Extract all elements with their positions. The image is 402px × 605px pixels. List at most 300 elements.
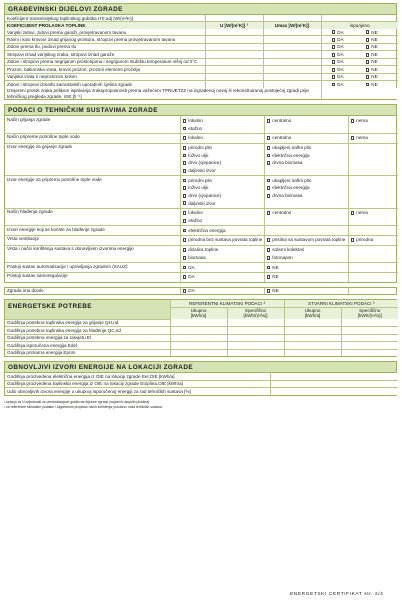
energy-need-label: Godišnja isporučena energija Edel	[5, 342, 170, 349]
system-option[interactable]	[267, 192, 346, 200]
checkbox[interactable]	[267, 146, 271, 150]
total-label: Ukupno	[304, 308, 321, 314]
checkbox[interactable]	[267, 238, 271, 242]
energy-value-field[interactable]	[227, 342, 284, 349]
checkbox[interactable]	[267, 211, 271, 215]
option-label: DA	[337, 59, 344, 65]
system-option[interactable]	[183, 167, 262, 175]
renewable-row	[5, 388, 398, 395]
elevator-no-option[interactable]: NE	[264, 288, 348, 294]
energy-value-field[interactable]	[341, 327, 398, 334]
checkbox[interactable]	[267, 136, 271, 140]
fulfilled-ne-option[interactable]	[358, 30, 392, 35]
checkbox[interactable]	[267, 119, 271, 123]
option-label: NE	[371, 81, 378, 87]
option-label: drvo (cjepanice)	[188, 160, 221, 166]
system-option[interactable]	[183, 152, 262, 160]
checkbox[interactable]	[183, 136, 187, 140]
option-label: dizalica topline	[188, 247, 219, 253]
option-label: fotonapon	[272, 254, 293, 260]
system-option[interactable]	[183, 125, 262, 133]
fulfilled-options	[321, 43, 398, 50]
element-label: Zidovi i stropovi između samostalnih uporabnih cjelina zgrade	[5, 81, 205, 88]
option-cell	[180, 263, 264, 273]
system-option[interactable]	[267, 264, 346, 272]
element-label: Vanjska vrata s neprozirnim krilom	[5, 73, 205, 80]
system-option[interactable]	[183, 177, 262, 185]
checkbox[interactable]	[332, 38, 336, 42]
umax-value-field[interactable]	[263, 81, 321, 88]
certificate-page	[4, 3, 397, 410]
option-label: daljinski izvor	[188, 200, 216, 206]
energy-need-label: Godišnja potrebna energija za rasvjetu El	[5, 334, 170, 341]
unit-label: [kWh/(m²a)]	[243, 313, 268, 319]
building-element-row	[5, 36, 398, 43]
renewable-value-field[interactable]	[270, 373, 398, 380]
umax-value-field[interactable]	[263, 36, 321, 43]
option-label: loživo ulje	[188, 152, 209, 158]
element-label: Zidovi i stropovi prema negrijanim prostorijama i negrijanom stubištu temperature višoj od 0°C	[5, 58, 205, 65]
fulfilled-da-option[interactable]	[324, 67, 358, 72]
umax-value-field[interactable]	[263, 73, 321, 80]
building-element-row	[5, 66, 398, 73]
section-title: PODACI O TEHNIČKIM SUSTAVIMA ZGRADE	[5, 105, 396, 116]
section-title: OBNOVLJIVI IZVORI ENERGIJE NA LOKACIJI ZGRADE	[5, 362, 396, 373]
checkbox[interactable]	[332, 83, 336, 87]
system-option[interactable]	[267, 273, 346, 281]
system-row	[5, 226, 398, 236]
checkbox[interactable]	[183, 266, 187, 270]
checkbox[interactable]	[183, 154, 187, 158]
checkbox[interactable]	[183, 201, 187, 205]
checkbox[interactable]	[267, 154, 271, 158]
checkbox[interactable]	[267, 194, 271, 198]
energy-value-field[interactable]	[227, 327, 284, 334]
energy-value-field[interactable]	[284, 334, 341, 341]
option-label: nema	[356, 118, 368, 124]
system-row	[5, 272, 398, 281]
checkbox[interactable]	[267, 275, 271, 279]
option-label: NE	[371, 29, 378, 35]
option-label: NE	[272, 274, 279, 280]
option-label: solarni kolektori	[272, 247, 305, 253]
system-option[interactable]	[267, 159, 346, 167]
system-option[interactable]	[183, 134, 262, 142]
u-value-field[interactable]	[205, 51, 263, 58]
option-label: NE	[371, 51, 378, 57]
transmission-coef-value[interactable]	[205, 15, 263, 22]
energy-value-field[interactable]	[170, 334, 227, 341]
option-label: loživo ulje	[188, 185, 209, 191]
option-label: lokalno	[188, 135, 203, 141]
specific-label: Specifično	[244, 308, 267, 314]
system-option[interactable]	[267, 254, 346, 262]
option-cell	[264, 143, 348, 176]
building-element-row	[5, 81, 398, 88]
checkbox[interactable]	[366, 68, 370, 72]
checkbox[interactable]	[332, 60, 336, 64]
system-option[interactable]	[267, 177, 346, 185]
system-row	[5, 143, 398, 176]
unit-label: [kWh/a]	[190, 313, 207, 319]
u-value-field[interactable]	[205, 43, 263, 50]
energy-value-field[interactable]	[341, 334, 398, 341]
option-label: električna energija	[188, 227, 226, 233]
option-label: ukapljeni naftni plin	[272, 145, 312, 151]
u-column-header: U [W/(m²K)] ²	[205, 22, 263, 29]
u-value-field[interactable]	[205, 36, 263, 43]
system-option[interactable]	[183, 236, 262, 244]
system-option[interactable]	[351, 117, 397, 125]
system-option[interactable]	[183, 144, 262, 152]
option-label: NE	[371, 44, 378, 50]
option-label: centralno	[272, 135, 292, 141]
system-option[interactable]	[183, 117, 262, 125]
system-label: Način grijanja zgrade	[5, 116, 180, 133]
option-label: NE	[272, 264, 279, 270]
system-option[interactable]	[183, 200, 262, 208]
checkbox[interactable]	[183, 219, 187, 223]
option-label: DA	[188, 264, 195, 270]
umax-value-field[interactable]	[263, 66, 321, 73]
system-option[interactable]	[183, 217, 262, 225]
system-option[interactable]	[267, 152, 346, 160]
checkbox[interactable]	[183, 248, 187, 252]
checkbox[interactable]	[267, 256, 271, 260]
fulfilled-ne-option[interactable]	[358, 74, 392, 79]
system-option[interactable]	[267, 246, 346, 254]
umax-column-header: Umax [W/(m²K)]	[263, 22, 321, 29]
system-label: Izvor energije za pripremu potrošne tople vode	[5, 176, 180, 209]
option-label: drvna biomasa	[272, 192, 303, 198]
element-label: Zidovi prema tlu, podovi prema tlu	[5, 43, 205, 50]
system-option[interactable]	[183, 184, 262, 192]
checkbox[interactable]	[332, 45, 336, 49]
checkbox[interactable]	[267, 248, 271, 252]
option-label: daljinski izvor	[188, 167, 216, 173]
option-cell	[180, 245, 264, 262]
energy-value-field[interactable]	[170, 327, 227, 334]
building-element-row	[5, 58, 398, 65]
renewable-value-field[interactable]	[270, 388, 398, 395]
system-row	[5, 133, 398, 143]
option-cell	[180, 235, 264, 245]
renewable-row	[5, 380, 398, 387]
option-label: DA	[337, 37, 344, 42]
system-option[interactable]	[267, 184, 346, 192]
system-option[interactable]	[351, 236, 397, 244]
energy-value-field[interactable]	[170, 342, 227, 349]
energy-value-field[interactable]	[341, 342, 398, 349]
checkbox[interactable]	[183, 238, 187, 242]
system-label: Izvori energije koji se koriste za hlađenje zgrade	[5, 226, 180, 236]
option-label: centralno	[272, 210, 292, 216]
system-option[interactable]	[183, 246, 262, 254]
checkbox[interactable]	[183, 194, 187, 198]
option-label: NE	[371, 66, 378, 72]
fulfilled-da-option[interactable]	[324, 59, 358, 64]
element-label: Vanjski zidovi, zidovi prema garaži, provjetravanom tavanu	[5, 29, 205, 36]
option-label: etažno	[188, 125, 203, 131]
option-label: NE	[371, 59, 378, 65]
footnote: ² upisuju se U-vrijednosti za prevladavajuće građevne dijelove zgrade (najvećih ukupnih ploština)	[4, 399, 150, 404]
airtightness-value[interactable]	[321, 88, 398, 100]
option-cell	[264, 235, 348, 245]
element-label: Stropovi iznad vanjskog zraka, stropovi iznad garaže	[5, 51, 205, 58]
umax-value-field[interactable]	[263, 29, 321, 36]
renewable-value-field[interactable]	[270, 380, 398, 387]
option-label: NE	[371, 74, 378, 80]
fulfilled-ne-option[interactable]	[358, 67, 392, 72]
option-cell	[264, 263, 348, 273]
elevator-yes-option[interactable]: DA	[180, 288, 264, 294]
fulfilled-ne-option[interactable]	[358, 44, 392, 49]
fulfilled-ne-option[interactable]	[358, 59, 392, 64]
checkbox[interactable]	[183, 146, 187, 150]
option-label: električna energija	[272, 185, 310, 191]
option-cell	[348, 133, 398, 143]
checkbox[interactable]	[183, 127, 187, 131]
fulfilled-options	[321, 66, 398, 73]
checkbox[interactable]	[183, 186, 187, 190]
umax-value-field[interactable]	[263, 43, 321, 50]
reference-climate-header: REFERENTNI KLIMATSKI PODACI ³	[170, 300, 284, 307]
option-cell	[264, 208, 348, 225]
checkbox[interactable]	[366, 45, 370, 49]
checkbox[interactable]	[183, 289, 187, 293]
checkbox[interactable]	[351, 211, 355, 215]
page-footer: ENERGETSKI CERTIFIKAT str. 2/4	[290, 592, 384, 597]
energy-value-field[interactable]	[284, 327, 341, 334]
energy-need-label: Godišnja potrebna toplinska energija za grijanje QH,nd	[5, 319, 170, 326]
system-option[interactable]	[267, 209, 346, 217]
energy-value-field[interactable]	[284, 319, 341, 326]
checkbox[interactable]	[183, 161, 187, 165]
element-label: Prozori, balkonska vrata, krovni prozori, prozirni elementi pročelja	[5, 66, 205, 73]
energy-need-row	[5, 342, 398, 349]
option-label: prirodni plin	[188, 177, 213, 183]
fulfilled-options	[321, 73, 398, 80]
system-row	[5, 263, 398, 273]
checkbox[interactable]	[183, 179, 187, 183]
option-label: DA	[337, 44, 344, 50]
option-label: DA	[337, 66, 344, 72]
option-cell	[348, 116, 398, 133]
system-row	[5, 235, 398, 245]
real-climate-header: STVARNI KLIMATSKI PODACI ³	[284, 300, 398, 307]
renewable-label: Godišnja proizvedena toplinska energija iz OIE na lokaciji zgrade Etoplina,OIE [kWh/a]	[5, 380, 270, 387]
option-cell	[264, 133, 348, 143]
fulfilled-da-option[interactable]	[324, 74, 358, 79]
system-option[interactable]	[267, 144, 346, 152]
option-cell	[264, 245, 348, 262]
system-label: Vrsta i način korištenja sustava s obnovljivim izvorima energije	[5, 245, 180, 262]
system-option[interactable]	[183, 254, 262, 262]
option-cell	[180, 143, 264, 176]
energy-need-row	[5, 327, 398, 334]
checkbox[interactable]	[267, 161, 271, 165]
checkbox[interactable]	[183, 119, 187, 123]
system-option[interactable]	[351, 209, 397, 217]
checkbox[interactable]	[183, 275, 187, 279]
checkbox[interactable]	[351, 119, 355, 123]
building-element-row	[5, 29, 398, 36]
airtightness-label: Izmjereni protok zraka prilikom ispitivanja zrakopropusnosti prema važećem TPRUETZZ na izgrađenoj novoj ili rekonstruiranoj postojećoj zgradi prije tehničkog pregleda zgrade, n50 [h⁻¹]	[5, 88, 321, 100]
checkbox[interactable]	[366, 75, 370, 79]
checkbox[interactable]	[267, 266, 271, 270]
u-value-field[interactable]	[205, 81, 263, 88]
checkbox[interactable]	[366, 60, 370, 64]
option-label: električna energija	[272, 152, 310, 158]
checkbox[interactable]	[332, 75, 336, 79]
energy-value-field[interactable]	[170, 319, 227, 326]
energy-needs-section	[4, 299, 397, 357]
energy-need-row	[5, 334, 398, 341]
fulfilled-da-option[interactable]	[324, 44, 358, 49]
section-title: GRAĐEVINSKI DIJELOVI ZGRADE	[5, 4, 396, 15]
option-cell	[348, 272, 398, 281]
elevator-section	[4, 287, 397, 295]
system-row	[5, 245, 398, 262]
checkbox[interactable]	[332, 68, 336, 72]
option-label: DA	[337, 51, 344, 57]
system-option[interactable]	[267, 134, 346, 142]
checkbox[interactable]	[183, 211, 187, 215]
checkbox[interactable]	[267, 179, 271, 183]
checkbox[interactable]	[183, 229, 187, 233]
checkbox[interactable]	[366, 30, 370, 34]
fulfilled-options	[321, 51, 398, 58]
energy-value-field[interactable]	[284, 342, 341, 349]
system-option[interactable]	[267, 117, 346, 125]
building-element-row	[5, 73, 398, 80]
option-cell	[180, 176, 264, 209]
option-label: DA	[337, 29, 344, 35]
checkbox[interactable]	[366, 83, 370, 87]
system-label: Vrsta ventilacije	[5, 235, 180, 245]
checkbox[interactable]	[332, 30, 336, 34]
option-label: prirodna bez sustava povrata topline	[188, 237, 263, 243]
option-label: lokalno	[188, 118, 203, 124]
footnote: ³ za referentne klimatske podatke i Algoritmom propisan način korištenja prostora i rada tehničkih sustava	[4, 404, 162, 409]
system-option[interactable]	[183, 227, 262, 235]
energy-value-field[interactable]	[341, 349, 398, 356]
system-option[interactable]	[183, 264, 262, 272]
option-cell	[264, 116, 348, 133]
energy-value-field[interactable]	[227, 349, 284, 356]
specific-label: Specifično	[359, 308, 381, 314]
system-label: Način pripreme potrošne tople vode	[5, 133, 180, 143]
building-elements-section	[4, 3, 397, 100]
umax-value-field[interactable]	[263, 51, 321, 58]
option-label: biomasa	[188, 254, 206, 260]
element-label: Ravni i kosi krovovi iznad grijanog prostora, stropovi prema provjetravanom tavanu	[5, 36, 205, 43]
system-option[interactable]	[183, 273, 262, 281]
unit-label: [kWh/a]	[304, 313, 321, 319]
fulfilled-ne-option[interactable]	[358, 82, 392, 87]
elevator-label: Zgrada ima dizalo	[5, 288, 180, 294]
option-label: drvo (cjepanice)	[188, 192, 221, 198]
fulfilled-da-option[interactable]	[324, 30, 358, 35]
option-label: NE	[371, 37, 378, 42]
unit-label: [kWh/(m²a)]	[357, 313, 382, 319]
option-cell	[348, 143, 398, 176]
option-label: prirodni plin	[188, 145, 213, 151]
total-label: Ukupno	[190, 308, 207, 314]
system-option[interactable]	[183, 192, 262, 200]
fulfilled-da-option[interactable]	[324, 37, 358, 42]
option-label: nema	[356, 135, 368, 141]
u-value-field[interactable]	[205, 66, 263, 73]
energy-value-field[interactable]	[284, 349, 341, 356]
option-label: ukapljeni naftni plin	[272, 177, 312, 183]
renewable-row	[5, 373, 398, 380]
option-cell	[348, 208, 398, 225]
fulfilled-da-option[interactable]	[324, 82, 358, 87]
energy-need-label: Godišnja potrebna toplinska energija za hlađenje QC,nd	[5, 327, 170, 334]
energy-need-label: Godišnja primarna energija Eprim	[5, 349, 170, 356]
energy-value-field[interactable]	[227, 319, 284, 326]
option-label: prirodna	[356, 237, 374, 243]
option-label: prisilna sa sustavom povrata topline	[272, 237, 346, 243]
option-cell	[348, 226, 398, 236]
option-cell	[348, 235, 398, 245]
fulfilled-options	[321, 36, 398, 43]
u-value-field[interactable]	[205, 73, 263, 80]
system-option[interactable]	[267, 236, 346, 244]
fulfilled-options	[321, 81, 398, 88]
system-option[interactable]	[183, 159, 262, 167]
checkbox[interactable]	[351, 238, 355, 242]
system-label: Izvor energije za grijanje zgrade	[5, 143, 180, 176]
building-element-row	[5, 43, 398, 50]
u-value-field[interactable]	[205, 58, 263, 65]
fulfilled-options	[321, 58, 398, 65]
u-value-field[interactable]	[205, 29, 263, 36]
technical-systems-section	[4, 104, 397, 282]
energy-value-field[interactable]	[341, 319, 398, 326]
option-label: lokalno	[188, 210, 203, 216]
option-cell	[348, 245, 398, 262]
checkbox[interactable]	[183, 169, 187, 173]
system-label: Način hlađenja zgrade	[5, 208, 180, 225]
checkbox[interactable]	[366, 53, 370, 57]
option-label: DA	[337, 81, 344, 87]
checkbox[interactable]	[267, 289, 271, 293]
option-cell	[180, 226, 264, 236]
system-option[interactable]	[351, 134, 397, 142]
checkbox[interactable]	[351, 136, 355, 140]
option-cell	[180, 272, 264, 281]
checkbox[interactable]	[366, 38, 370, 42]
energy-value-field[interactable]	[227, 334, 284, 341]
option-label: centralno	[272, 118, 292, 124]
option-label: etažno	[188, 217, 203, 223]
system-row	[5, 176, 398, 209]
system-option[interactable]	[183, 209, 262, 217]
fulfilled-ne-option[interactable]	[358, 37, 392, 42]
fulfilled-ne-option[interactable]	[358, 52, 392, 57]
energy-value-field[interactable]	[170, 349, 227, 356]
energy-need-row	[5, 319, 398, 326]
fulfilled-da-option[interactable]	[324, 52, 358, 57]
checkbox[interactable]	[267, 186, 271, 190]
checkbox[interactable]	[183, 256, 187, 260]
checkbox[interactable]	[332, 53, 336, 57]
option-label: DA	[337, 74, 344, 80]
umax-value-field[interactable]	[263, 58, 321, 65]
option-label: nema	[356, 210, 368, 216]
